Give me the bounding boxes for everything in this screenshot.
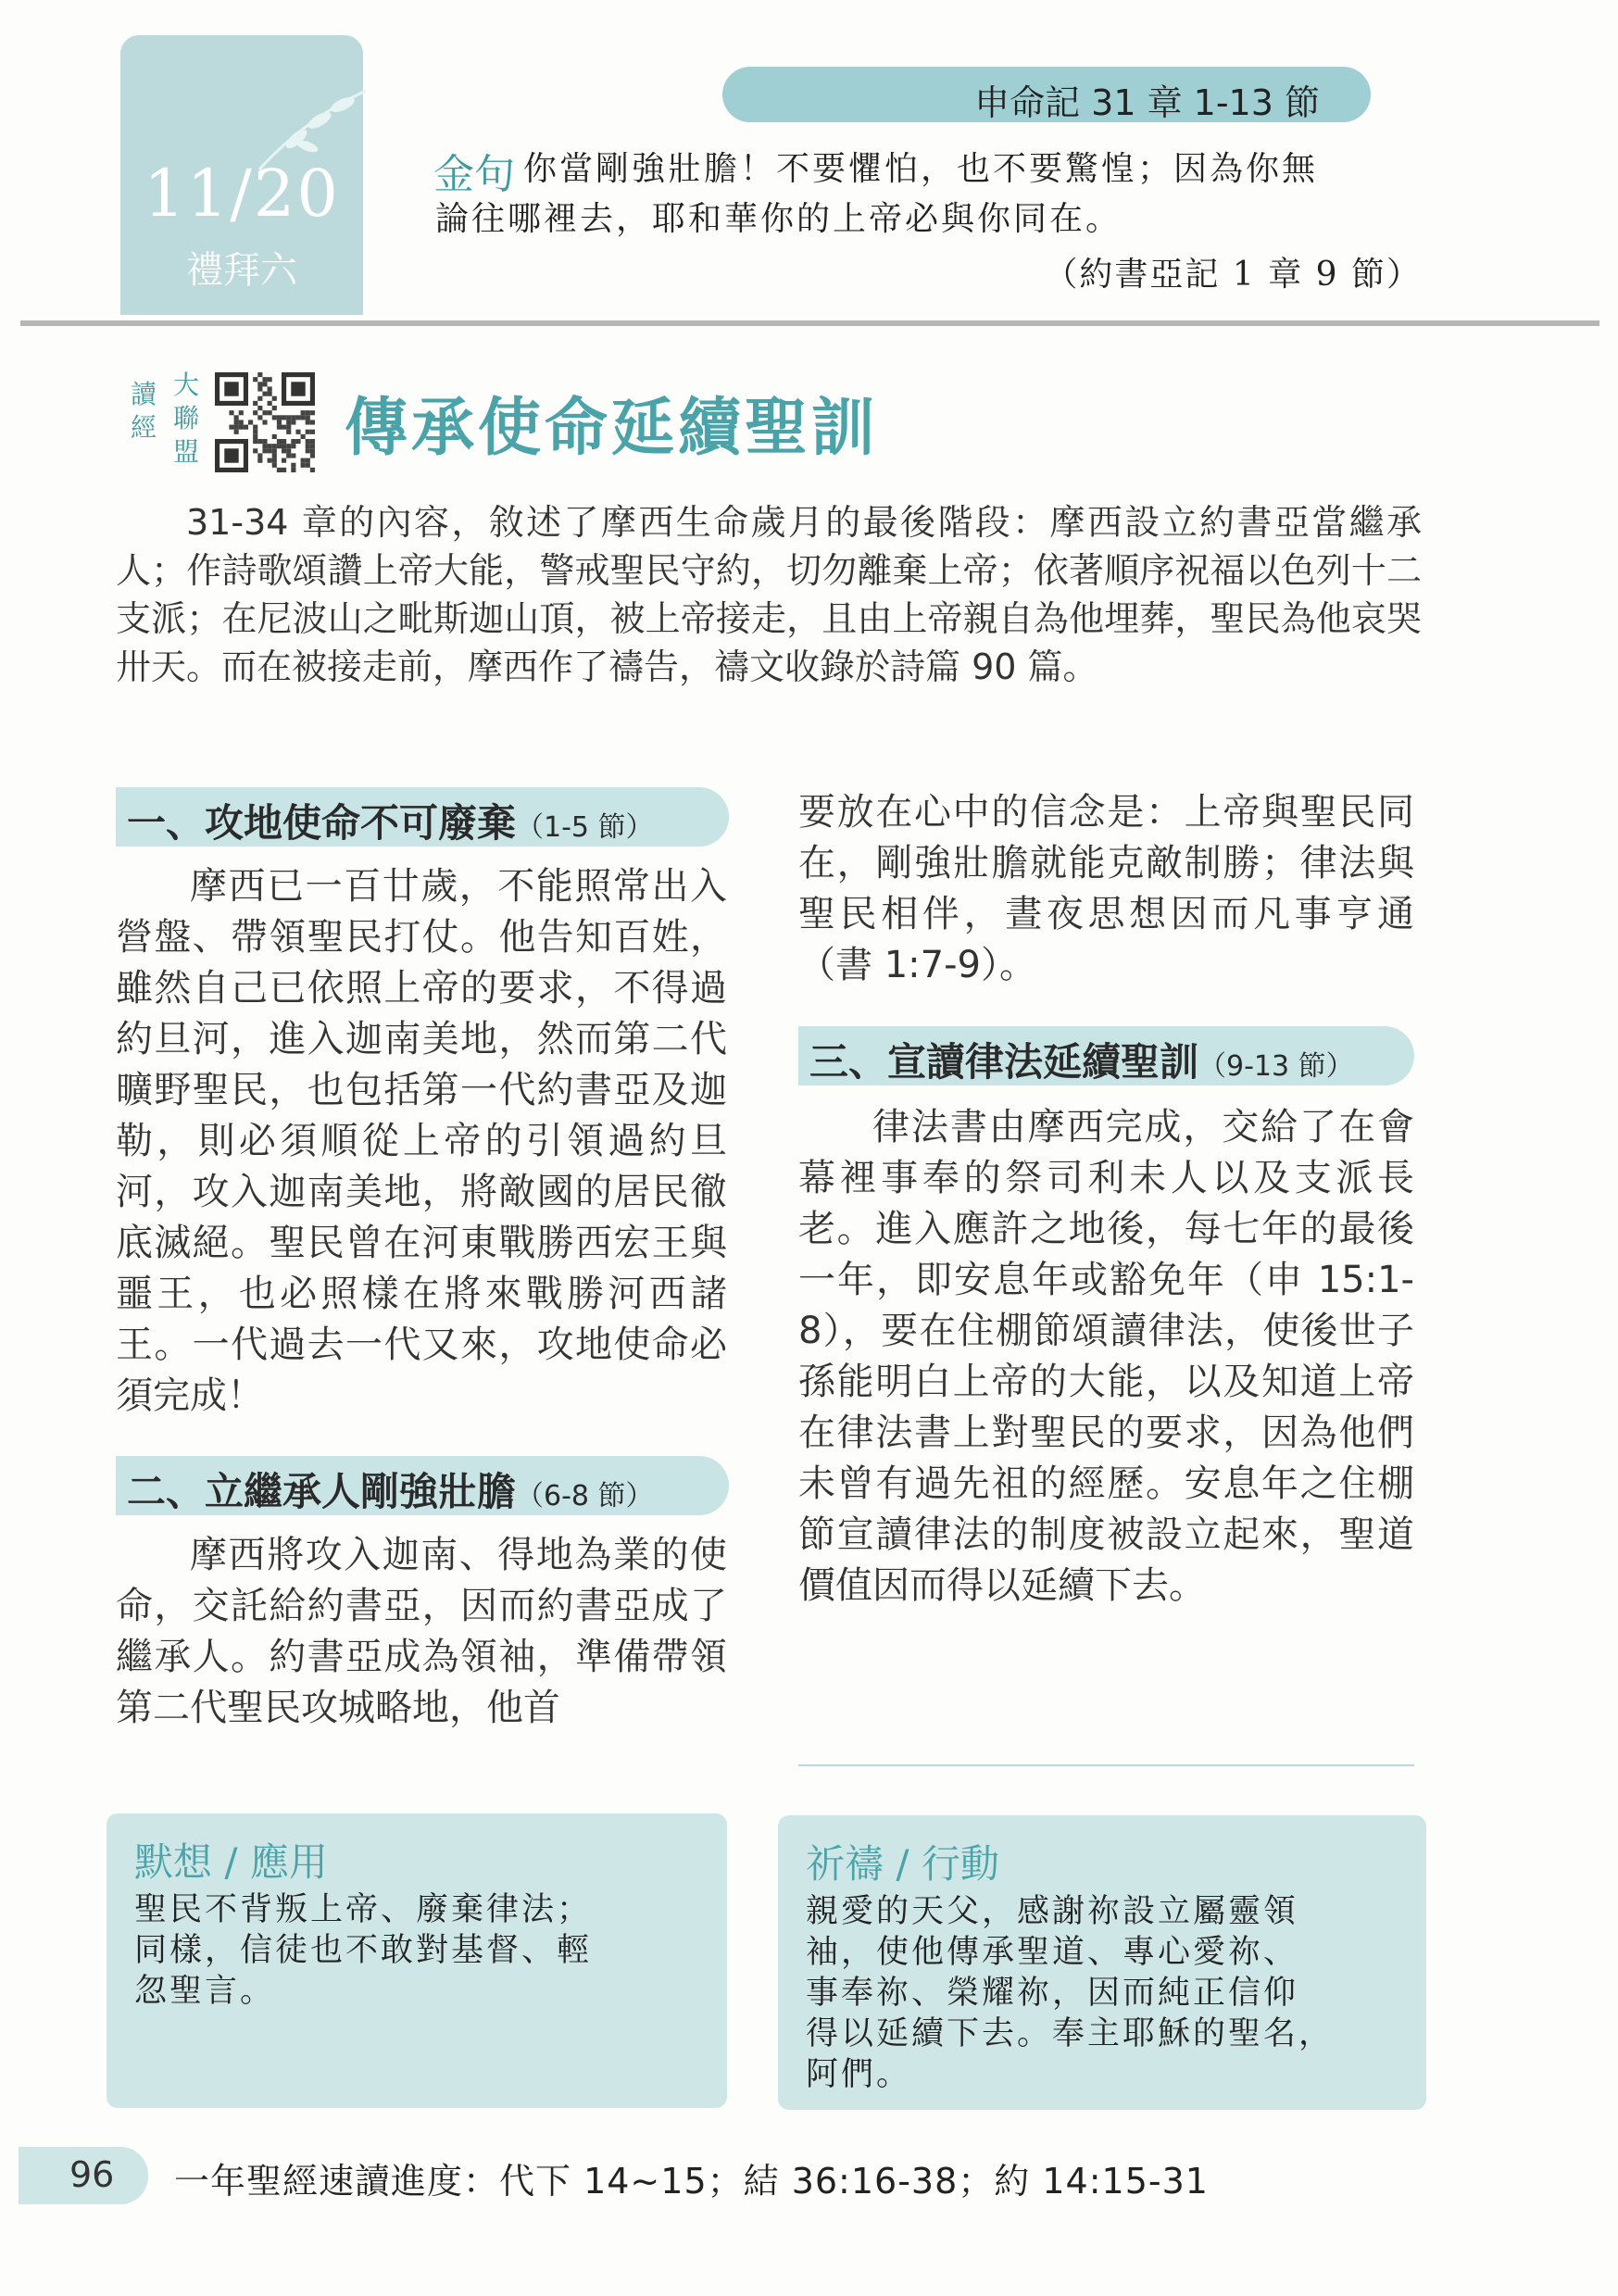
section-heading-text <box>809 1032 1354 1087</box>
qr-code-icon[interactable] <box>215 372 315 472</box>
intro-paragraph <box>116 498 1422 691</box>
date-number: 11/20 <box>144 156 340 232</box>
meditation-line: 同樣，信徒也不敢對基督、輕 <box>134 1932 593 1969</box>
section-heading-text <box>127 1462 654 1517</box>
prayer-line: 事奉祢、榮耀祢，因而純正信仰 <box>806 1975 1299 2012</box>
section-heading-title: 二、立繼承人剛強壯膽 <box>127 1469 517 1514</box>
page-number: 96 <box>69 2154 115 2195</box>
section-verses: （6-8 節） <box>516 1480 654 1512</box>
prayer-line: 袖，使他傳承聖道、專心愛祢、 <box>806 1934 1299 1971</box>
section-heading-1 <box>116 787 729 847</box>
section-body-text: 律法書由摩西完成，交給了在會幕裡事奉的祭司利未人以及支派長老。進入應許之地後，每七年的最後一年，即安息年或豁免年（申 15:1-8），要在住棚節頌讀律法，使後世子孫能明白上帝的大能，以及知道上帝在律法書上對聖民的要求，因為他們未曾有過先祖的經歷。安息年之住棚節宣讀律法的制度被設立起來，聖道價值因而得以延續下去。 <box>798 1106 1414 1607</box>
prayer-line: 阿們。 <box>806 2056 912 2093</box>
meditation-title: 默想 / 應用 <box>134 1839 328 1885</box>
prayer-box <box>778 1815 1426 2110</box>
meditation-box <box>107 1813 727 2108</box>
section-heading-text <box>127 793 654 848</box>
section-verses: （1-5 節） <box>516 811 654 844</box>
prayer-title: 祈禱 / 行動 <box>806 1841 999 1887</box>
section-heading-title: 一、攻地使命不可廢棄 <box>127 800 517 846</box>
meditation-line: 聖民不背叛上帝、廢棄律法； <box>134 1891 593 1928</box>
header-divider <box>20 320 1599 326</box>
date-box <box>120 35 363 315</box>
prayer-line: 得以延續下去。奉主耶穌的聖名， <box>806 2015 1335 2052</box>
section-heading-title: 三、宣讀律法延續聖訓 <box>809 1039 1199 1085</box>
golden-verse-label: 金句 <box>433 151 515 198</box>
section-body-text: 摩西將攻入迦南、得地為業的使命，交託給約書亞，因而約書亞成了繼承人。約書亞成為領袖，準備帶領第二代聖民攻城略地，他首 <box>116 1534 727 1729</box>
reading-progress: 一年聖經速讀進度：代下 14~15；結 36:16-38；約 14:15-31 <box>174 2161 1209 2202</box>
section-body-2 <box>116 1530 727 1734</box>
qr-label-right: 大 聯 盟 <box>172 370 199 467</box>
page-number-box <box>19 2147 148 2204</box>
section-body-text: 要放在心中的信念是：上帝與聖民同在，剛強壯膽就能克敵制勝；律法與聖民相伴，晝夜思想因而凡事亨通（書 1:7-9）。 <box>798 791 1414 986</box>
column-divider <box>798 1764 1414 1766</box>
section-verses: （9-13 節） <box>1198 1050 1354 1083</box>
section-body-3 <box>798 1102 1414 1612</box>
golden-verse-line: 你當剛強壯膽！不要懼怕，也不要驚惶；因為你無 <box>523 150 1319 188</box>
section-heading-3 <box>798 1026 1414 1085</box>
golden-verse-line: 論往哪裡去，耶和華你的上帝必與你同在。 <box>435 200 1123 238</box>
intro-text: 31-34 章的內容，敘述了摩西生命歲月的最後階段：摩西設立約書亞當繼承人；作詩歌頌讚上帝大能，警戒聖民守約，切勿離棄上帝；依著順序祝福以色列十二支派；在尼波山之毗斯迦山頂，被上帝接走，且由上帝親自為他埋葬，聖民為他哀哭卅天。而在被接走前，摩西作了禱告，禱文收錄於詩篇 90 篇。 <box>116 502 1422 687</box>
meditation-text <box>134 1889 592 2012</box>
prayer-text <box>806 1891 1334 2095</box>
section-heading-2 <box>116 1456 729 1515</box>
prayer-line: 親愛的天父，感謝祢設立屬靈領 <box>806 1893 1299 1930</box>
section-body-1 <box>116 861 727 1422</box>
weekday: 禮拜六 <box>186 249 297 292</box>
section-body-2-continued <box>798 787 1414 991</box>
page-title: 傳承使命延續聖訓 <box>345 391 879 465</box>
golden-verse-citation: （約書亞記 1 章 9 節） <box>1044 256 1422 294</box>
scripture-reference: 申命記 31 章 1-13 節 <box>974 82 1320 123</box>
meditation-line: 忽聖言。 <box>134 1973 276 2010</box>
qr-label-left: 讀 經 <box>130 379 157 443</box>
scripture-reference-pill <box>722 67 1371 122</box>
section-body-text: 摩西已一百廿歲，不能照常出入營盤、帶領聖民打仗。他告知百姓，雖然自己已依照上帝的要求，不得過約旦河，進入迦南美地，然而第二代曠野聖民，也包括第一代約書亞及迦勒，則必須順從上帝的引領過約旦河，攻入迦南美地，將敵國的居民徹底滅絕。聖民曾在河東戰勝西宏王與噩王，也必照樣在將來戰勝河西諸王。一代過去一代又來，攻地使命必須完成！ <box>116 865 727 1417</box>
